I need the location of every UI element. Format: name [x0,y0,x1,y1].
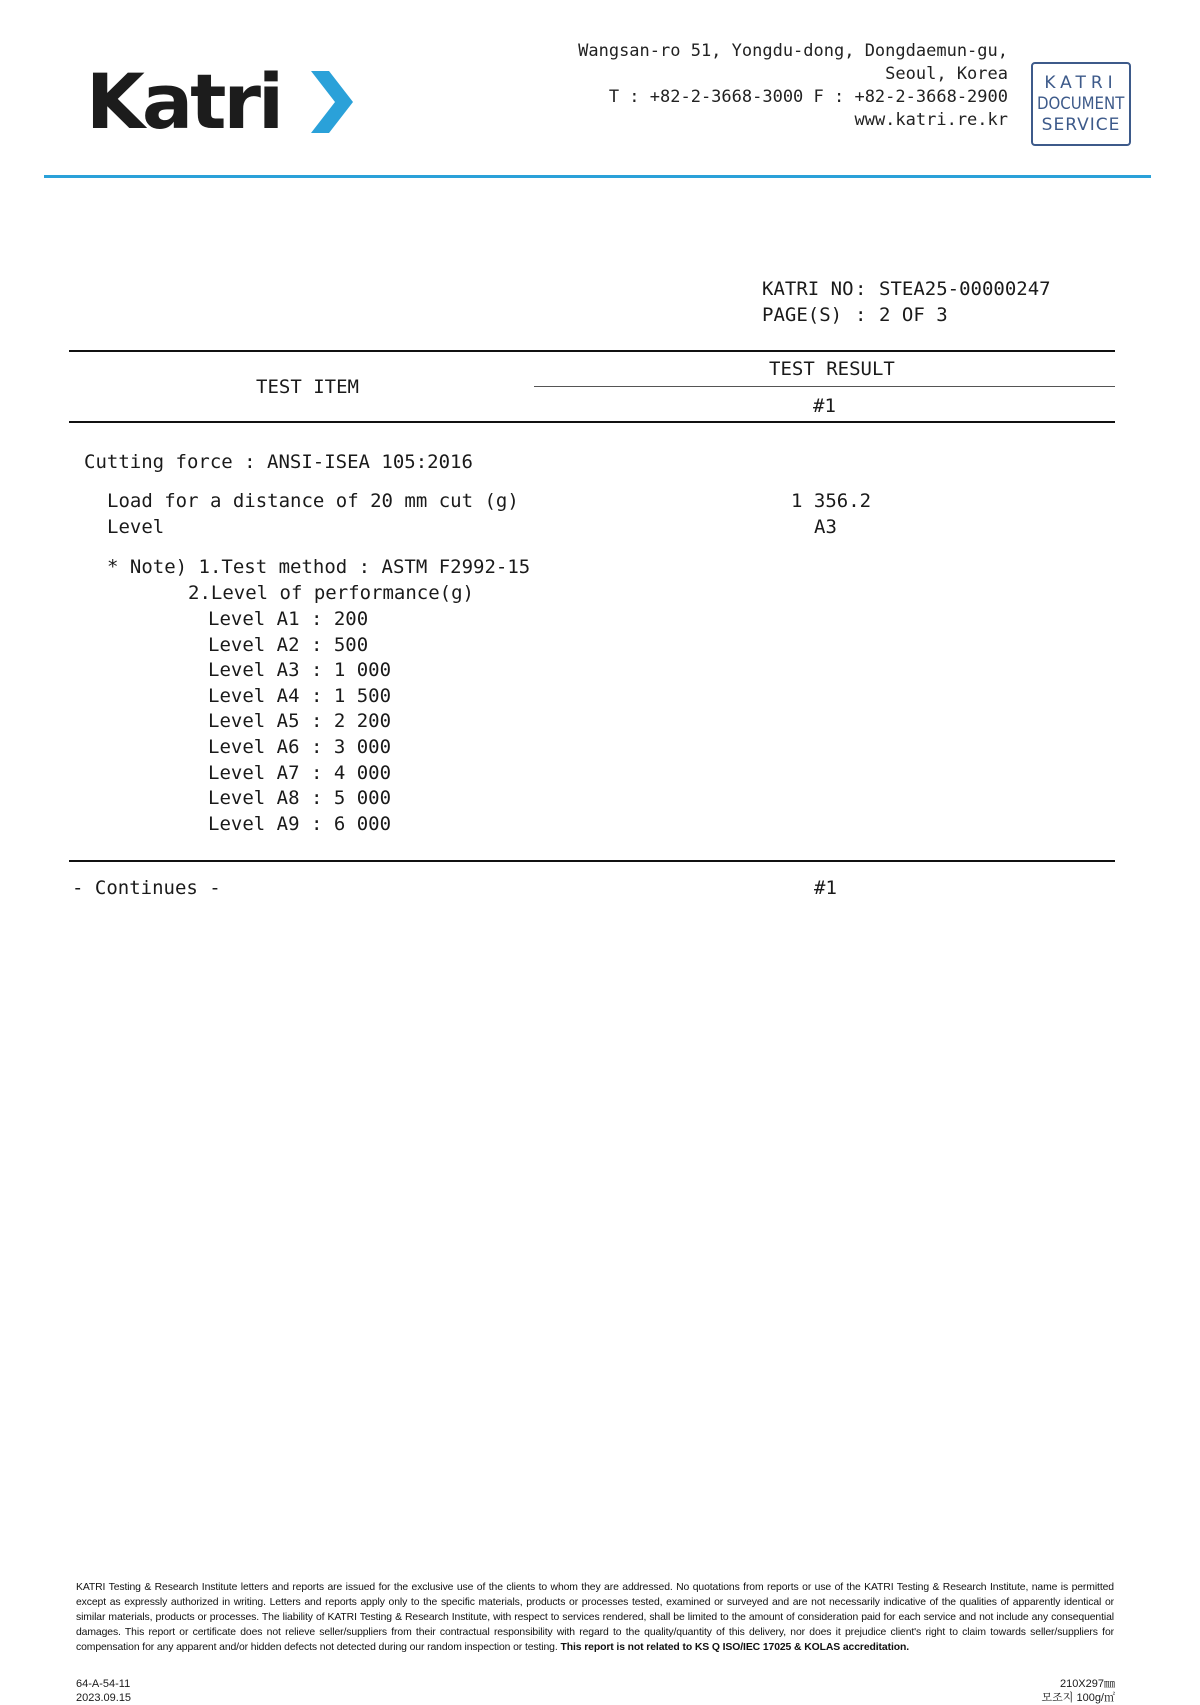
table-top-rule [69,350,1115,352]
row-value-level: A3 [814,516,837,538]
disclaimer-text: KATRI Testing & Research Institute letters and reports are issued for the exclusive use of the clients to whom they are addressed. No quotations from reports or use of the KATRI Testing & Research Institute, name is permitted except as expressly authorized in writing. Letters and reports apply only to the specific materials, products or processes tested, examined or surveyed and are not necessarily indicative of the qualities of apparently identical or similar materials, products or processes. The liability of KATRI Testing & Research Institute, with respect to services rendered, shall be limited to the amount of consideration paid for each service and not include any consequential damages. This report or certificate does not relieve seller/suppliers from their contractual responsibility with regard to the quality/quantity of this delivery, nor does it prejudice client's right to claim towards seller/suppliers for compensation for any apparent and/or hidden defects not detected during our random inspection or testing. [76,1582,1114,1653]
list-item: Level A4 : 1 500 [208,684,392,707]
table-header-bottom-rule [69,421,1115,423]
footer-disclaimer [76,1580,1114,1655]
address-block [578,40,1008,132]
list-item: Level A5 : 2 200 [208,710,392,733]
address-line: Wangsan-ro 51, Yongdu-dong, Dongdaemun-gu, [578,41,1008,61]
pages-label: PAGE(S) [762,304,843,326]
logo-chevron-icon [311,71,353,133]
row-value-load: 1 356.2 [791,490,872,512]
katri-no-value: STEA25-00000247 [879,278,1051,300]
list-item: Level A6 : 3 000 [208,735,392,758]
list-item: Level A8 : 5 000 [208,787,392,810]
continues-text: - Continues - [72,877,221,899]
column-header-test-item: TEST ITEM [256,376,359,398]
address-line: Seoul, Korea [885,64,1008,84]
list-item: Level A7 : 4 000 [208,761,392,784]
website-line: www.katri.re.kr [854,110,1008,130]
document-service-stamp [1031,62,1131,146]
stamp-line: DOCUMENT [1037,93,1125,114]
logo-text: Katri [86,57,282,146]
header-divider [44,175,1151,178]
phone-fax-line: T : +82-2-3668-3000 F : +82-2-3668-2900 [608,87,1008,107]
pages-value: 2 OF 3 [879,304,948,326]
note-test-method: * Note) 1.Test method : ASTM F2992-15 [107,556,531,578]
paper-size: 210X297㎜ [1059,1678,1115,1690]
section-title: Cutting force : ANSI-ISEA 105:2016 [84,451,473,473]
table-end-rule [69,860,1115,862]
form-code-number: 64-A-54-11 [76,1678,131,1690]
list-item: Level A9 : 6 000 [208,812,392,835]
katri-logo [86,57,353,146]
report-meta [762,276,1051,328]
table-subheader-rule [534,386,1115,387]
katri-no-label: KATRI NO [762,278,854,300]
separator: : [855,304,867,326]
row-label-load: Load for a distance of 20 mm cut (g) [107,490,519,512]
note-level-of-performance: 2.Level of performance(g) [188,582,474,604]
disclaimer-accreditation-note: This report is not related to KS Q ISO/IEC 17025 & KOLAS accreditation. [560,1642,910,1653]
list-item: Level A3 : 1 000 [208,659,392,682]
form-code-date: 2023.09.15 [76,1692,132,1704]
separator: : [855,278,867,300]
column-header-test-result: TEST RESULT [769,358,895,380]
stamp-line: KATRI [1044,72,1118,93]
stamp-line: SERVICE [1041,114,1121,135]
continues-sample: #1 [814,877,837,899]
performance-levels-list [208,607,391,837]
katri-no-row [762,276,1051,302]
row-label-level: Level [107,516,165,538]
paper-weight: 모조지 100g/㎡ [1041,1692,1115,1704]
column-header-sample: #1 [813,395,836,417]
pages-row [762,302,1051,328]
list-item: Level A1 : 200 [208,608,369,630]
form-code [76,1677,131,1705]
paper-spec [1042,1677,1115,1705]
list-item: Level A2 : 500 [208,633,369,656]
